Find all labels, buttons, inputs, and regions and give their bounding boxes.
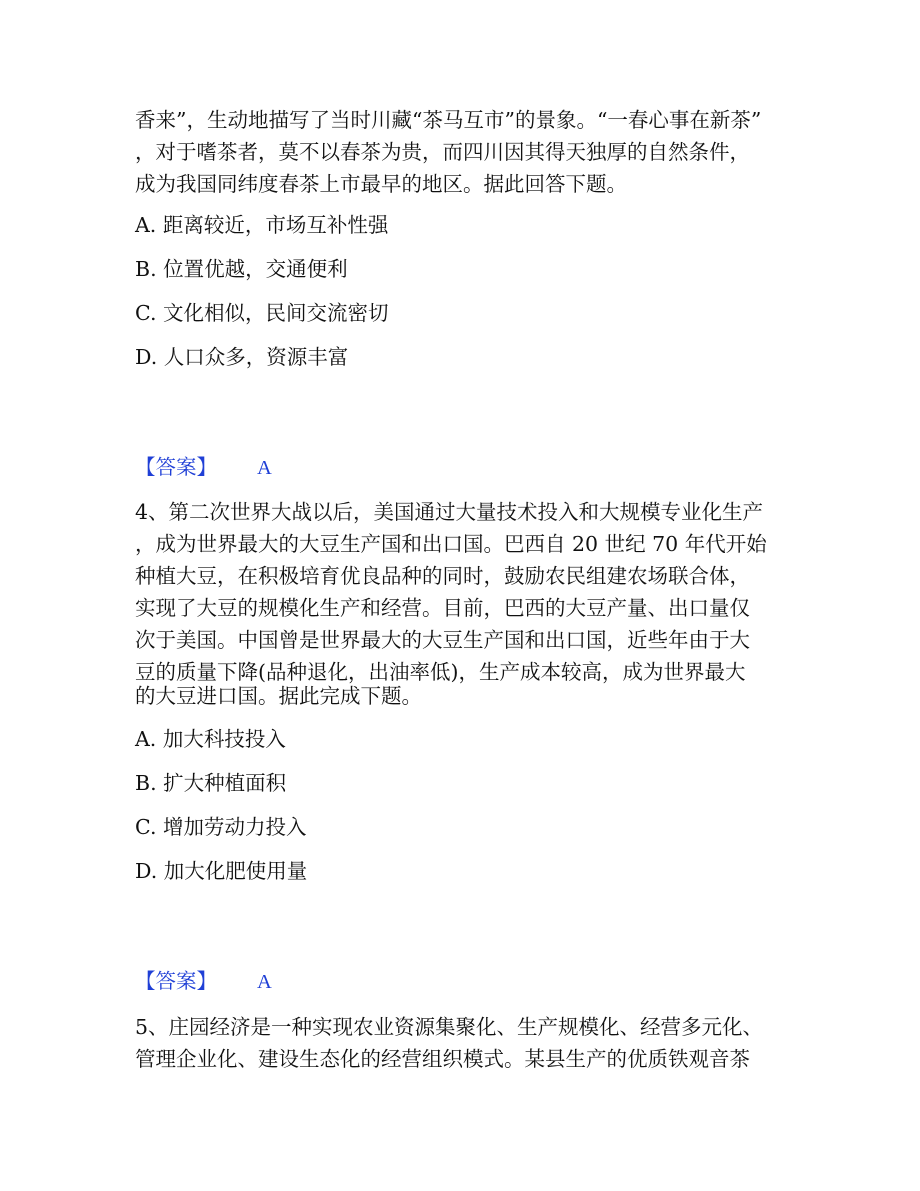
q3-option-b: B. 位置优越，交通便利 — [135, 257, 348, 281]
q4-option-d: D. 加大化肥使用量 — [135, 859, 308, 883]
q4-stem-line: 种植大豆，在积极培育优良品种的同时，鼓励农民组建农场联合体， — [135, 564, 750, 588]
q3-answer — [135, 452, 272, 483]
q3-option-a: A. 距离较近，市场互补性强 — [135, 213, 389, 237]
q4-stem-line: 次于美国。中国曾是世界最大的大豆生产国和出口国，近些年由于大 — [135, 628, 750, 652]
q3-option-d: D. 人口众多，资源丰富 — [135, 345, 349, 369]
q4-stem-line: 的大豆进口国。据此完成下题。 — [135, 684, 422, 708]
q5-stem-line: 5、庄园经济是一种实现农业资源集聚化、生产规模化、经营多元化、 — [135, 1015, 764, 1039]
answer-value: A — [257, 457, 272, 479]
answer-value: A — [257, 971, 272, 993]
q3-stem-line: ，对于嗜茶者，莫不以春茶为贵，而四川因其得天独厚的自然条件， — [135, 140, 750, 164]
q3-option-c: C. 文化相似，民间交流密切 — [135, 301, 389, 325]
q4-answer — [135, 966, 272, 997]
q4-option-c: C. 增加劳动力投入 — [135, 815, 307, 839]
answer-tag: 【答案】 — [135, 455, 217, 479]
q4-stem-line: 豆的质量下降(品种退化，出油率低)，生产成本较高，成为世界最大 — [135, 660, 746, 684]
q5-stem-line: 管理企业化、建设生态化的经营组织模式。某县生产的优质铁观音茶 — [135, 1047, 750, 1071]
q4-stem-line: 4、第二次世界大战以后，美国通过大量技术投入和大规模专业化生产 — [135, 500, 764, 524]
q3-stem-line: 成为我国同纬度春茶上市最早的地区。据此回答下题。 — [135, 172, 627, 196]
q4-stem-line: ，成为世界最大的大豆生产国和出口国。巴西自 20 世纪 70 年代开始 — [135, 532, 767, 556]
answer-tag: 【答案】 — [135, 969, 217, 993]
q4-option-a: A. 加大科技投入 — [135, 727, 286, 751]
q4-option-b: B. 扩大种植面积 — [135, 771, 287, 795]
q4-stem-line: 实现了大豆的规模化生产和经营。目前，巴西的大豆产量、出口量仅 — [135, 596, 750, 620]
q3-stem-line: 香来”，生动地描写了当时川藏“茶马互市”的景象。“一春心事在新茶” — [135, 108, 762, 132]
